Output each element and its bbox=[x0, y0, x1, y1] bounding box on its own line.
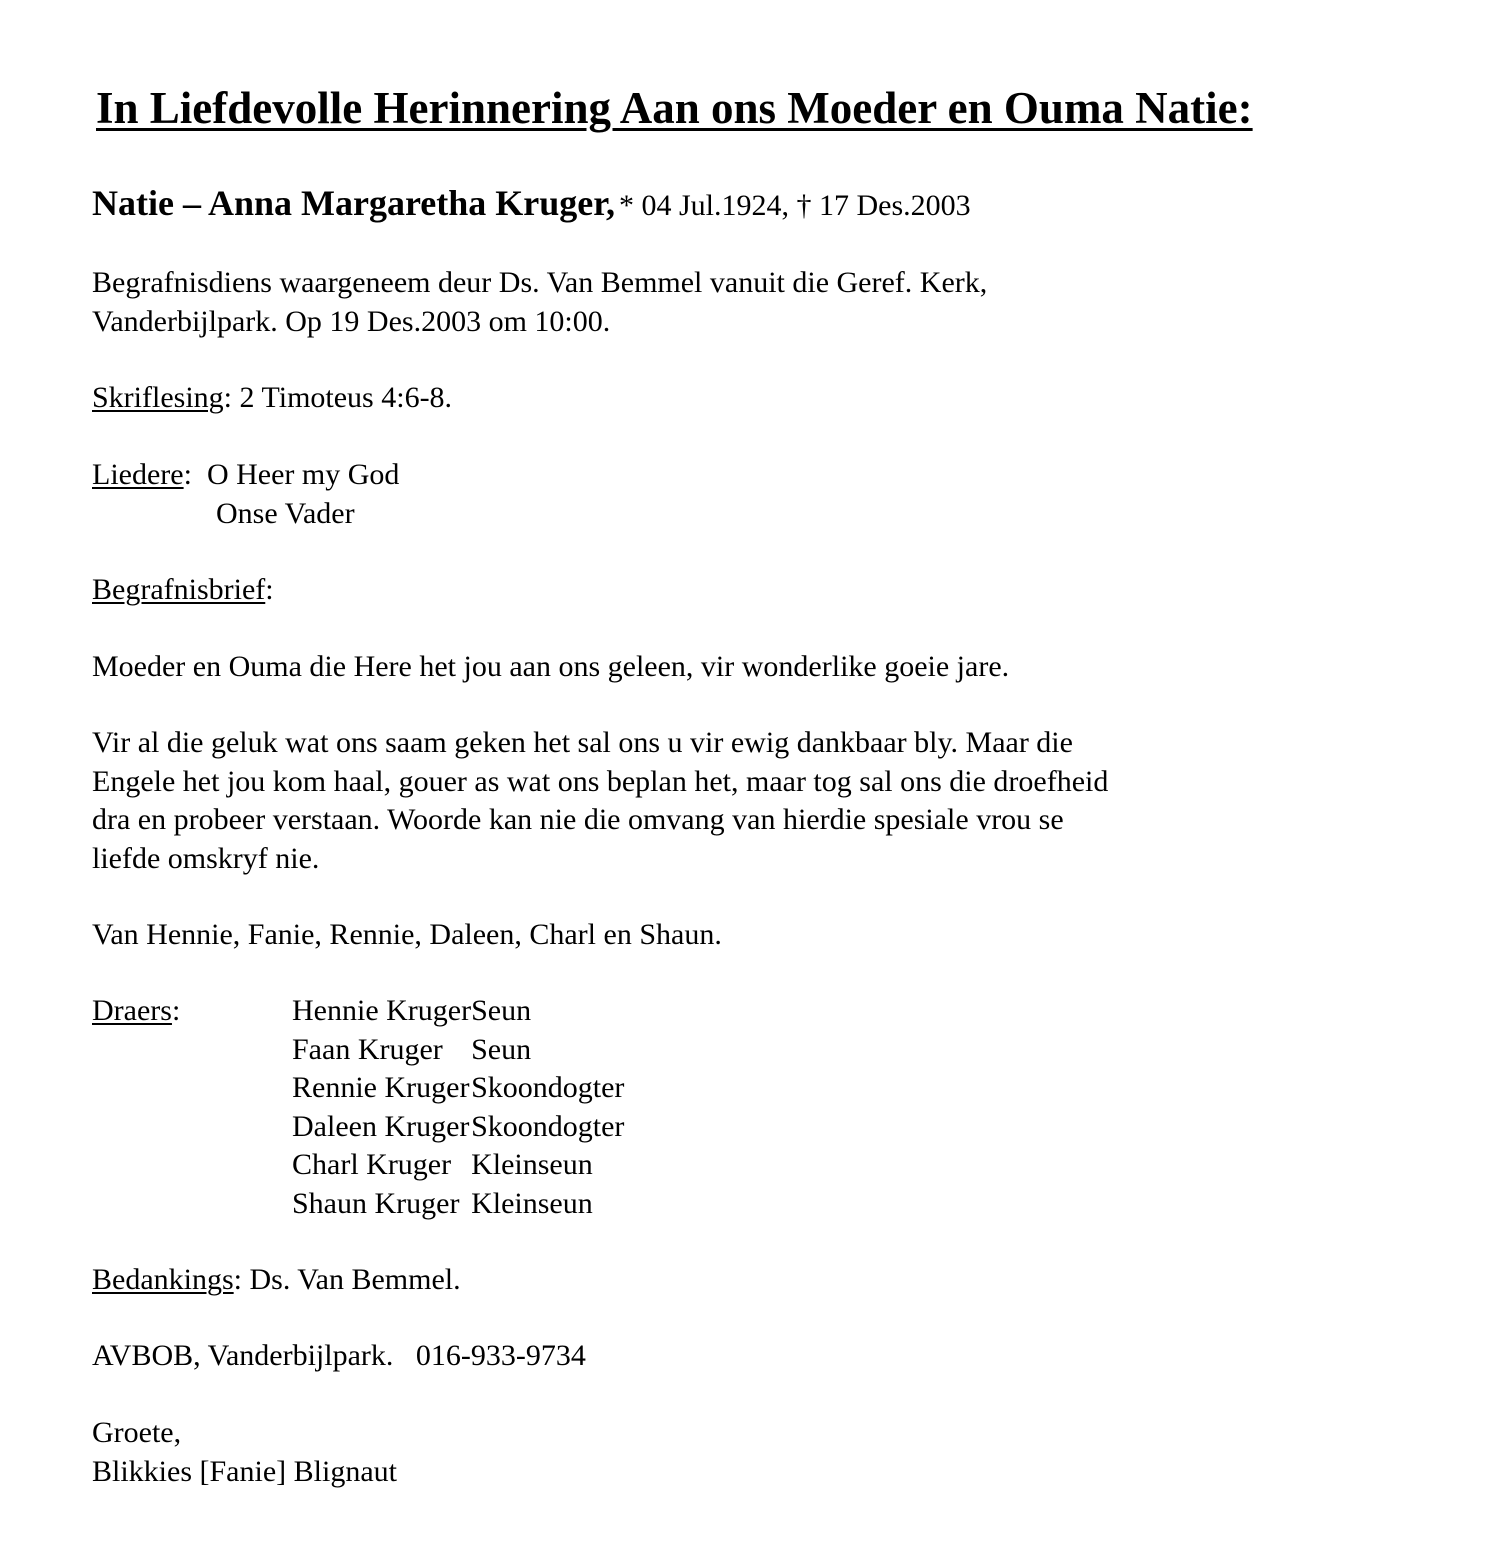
bearer-name: Hennie Kruger bbox=[292, 994, 472, 1027]
bearer-name: Rennie Kruger bbox=[292, 1071, 470, 1104]
letter-line: liefde omskryf nie. bbox=[92, 841, 320, 875]
page-title: In Liefdevolle Herinnering Aan ons Moeder en Ouma Natie: bbox=[96, 83, 1253, 133]
bearer-name: Charl Kruger bbox=[292, 1148, 452, 1181]
bearer-relation: Seun bbox=[471, 994, 532, 1027]
bearers-table bbox=[292, 992, 624, 1223]
letter-label: Begrafnisbrief bbox=[92, 573, 266, 606]
letter-heading bbox=[92, 571, 274, 610]
table-row bbox=[292, 1146, 624, 1185]
bearer-relation: Kleinseun bbox=[471, 1186, 593, 1220]
closing-greeting: Groete, bbox=[92, 1416, 182, 1449]
songs-label: Liedere bbox=[92, 458, 184, 491]
letter-line: dra en probeer verstaan. Woorde kan nie die omvang van hierdie spesiale vrou se bbox=[92, 803, 1064, 836]
songs-section bbox=[92, 456, 399, 533]
service-line-1: Begrafnisdiens waargeneem deur Ds. Van Bemmel vanuit die Geref. Kerk, bbox=[92, 266, 988, 299]
reading-line bbox=[92, 379, 452, 418]
bearer-name: Daleen Kruger bbox=[292, 1109, 470, 1143]
song-item: Onse Vader bbox=[216, 496, 355, 530]
reading-text: : 2 Timoteus 4:6-8. bbox=[223, 381, 453, 414]
letter-line: Engele het jou kom haal, gouer as wat ons beplan het, maar tog sal ons die droefheid bbox=[92, 764, 1109, 798]
letter-paragraph-1: Moeder en Ouma die Here het jou aan ons geleen, vir wonderlike goeie jare. bbox=[92, 650, 1010, 683]
thanks-line bbox=[92, 1261, 461, 1300]
bearer-name: Faan Kruger bbox=[292, 1032, 443, 1066]
table-row bbox=[292, 1185, 624, 1224]
letter-paragraph-2 bbox=[92, 724, 1108, 878]
service-line-2: Vanderbijlpark. Op 19 Des.2003 om 10:00. bbox=[92, 304, 611, 338]
service-paragraph bbox=[92, 264, 987, 341]
deceased-name: Natie – Anna Margaretha Kruger, bbox=[92, 183, 615, 223]
deceased-heading bbox=[92, 182, 971, 225]
reading-label: Skriflesing bbox=[92, 381, 224, 414]
table-row bbox=[292, 1031, 624, 1070]
bearer-relation: Seun bbox=[471, 1032, 532, 1066]
undertaker-line: AVBOB, Vanderbijlpark. 016-933-9734 bbox=[92, 1339, 586, 1372]
bearers-colon: : bbox=[171, 994, 181, 1027]
songs-separator: : bbox=[183, 458, 207, 491]
song-item: O Heer my God bbox=[206, 458, 400, 491]
thanks-label: Bedankings bbox=[92, 1263, 234, 1296]
table-row bbox=[292, 1069, 624, 1108]
bearers-label: Draers bbox=[92, 994, 172, 1027]
letter-from: Van Hennie, Fanie, Rennie, Daleen, Charl en Shaun. bbox=[92, 918, 722, 951]
bearer-relation: Kleinseun bbox=[471, 1148, 593, 1181]
deceased-dates: * 04 Jul.1924, † 17 Des.2003 bbox=[618, 189, 971, 222]
table-row bbox=[292, 1108, 624, 1147]
letter-colon: : bbox=[265, 573, 274, 606]
bearer-relation: Skoondogter bbox=[471, 1109, 625, 1143]
table-row bbox=[292, 992, 624, 1031]
thanks-text: : Ds. Van Bemmel. bbox=[233, 1263, 461, 1296]
letter-line: Vir al die geluk wat ons saam geken het sal ons u vir ewig dankbaar bly. Maar die bbox=[92, 726, 1073, 759]
bearer-relation: Skoondogter bbox=[471, 1071, 625, 1104]
closing-signature: Blikkies [Fanie] Blignaut bbox=[92, 1454, 397, 1488]
bearers-heading bbox=[92, 992, 180, 1031]
songs-first-line bbox=[92, 456, 399, 495]
bearer-name: Shaun Kruger bbox=[292, 1186, 460, 1220]
closing-block bbox=[92, 1414, 397, 1491]
